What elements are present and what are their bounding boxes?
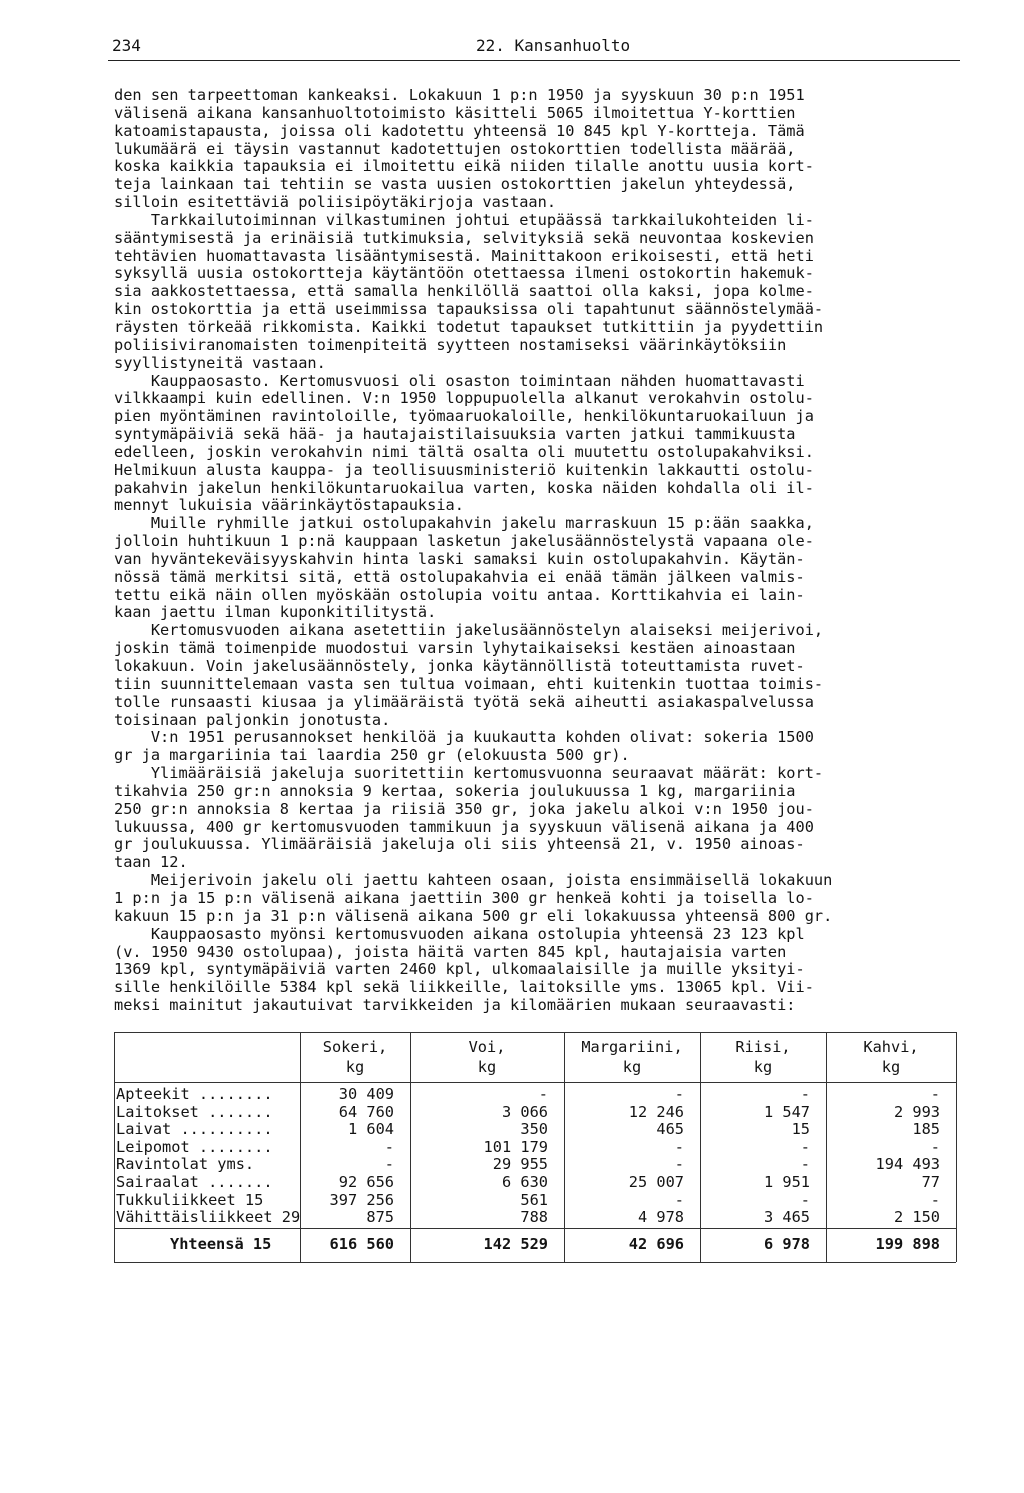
text-line: V:n 1951 perusannokset henkilöä ja kuukautta kohden olivat: sokeria 1500 xyxy=(114,728,814,747)
table-cell: - xyxy=(930,1137,940,1156)
table-cell: 1 604 xyxy=(347,1120,394,1139)
text-line: kakuun 15 p:n ja 31 p:n välisenä aikana 500 gr eli lokakuussa yhteensä 800 gr. xyxy=(114,906,833,925)
table-left-rule xyxy=(114,1032,115,1262)
row-label: Laivat .......... xyxy=(116,1120,273,1139)
text-line: gr ja margariinia tai laardia 250 gr (elokuusta 500 gr). xyxy=(114,746,630,765)
table-cell: 2 993 xyxy=(893,1102,940,1121)
text-line: 1 p:n ja 15 p:n välisenä aikana jaettiin 300 gr henkeä kohti ja toisella lo- xyxy=(114,888,814,907)
table-cell: 2 150 xyxy=(893,1208,940,1227)
text-line: lukumäärä ei täysin vastannut kadotettujen ostokorttien todellista määrää, xyxy=(114,139,796,158)
body-text xyxy=(114,87,964,1015)
column-unit: kg xyxy=(477,1058,497,1076)
column-header: Riisi, xyxy=(735,1038,791,1056)
text-line: vilkkaampi kuin edellinen. V:n 1950 loppupuolella alkanut verokahvin ostolu- xyxy=(114,389,814,408)
text-line: tolle runsaasti kiusaa ja ylimääräistä työtä sekä aiheutti asiakaspalvelussa xyxy=(114,692,814,711)
table-cell: 4 978 xyxy=(637,1208,684,1227)
table-cell: 77 xyxy=(921,1173,940,1191)
distribution-table xyxy=(114,1032,966,1338)
text-line: kin ostokorttia ja että useimmissa tapauksissa oli tapahtunut säännöstelymää- xyxy=(114,300,824,319)
text-line: lukuussa, 400 gr kertomusvuoden tammikuun ja syyskuun välisenä aikana ja 400 xyxy=(114,817,814,836)
table-top-rule xyxy=(114,1032,956,1033)
column-unit: kg xyxy=(881,1058,901,1076)
text-line: syyllistyneitä vastaan. xyxy=(114,353,326,372)
text-line: tehtävien huomattavasta lisääntymisestä. Mainittakoon erikoisesti, että heti xyxy=(114,246,814,265)
table-cell: - xyxy=(384,1155,394,1174)
table-cell: - xyxy=(674,1085,684,1103)
text-line: teja lainkaan tai tehtiin se vasta uusien ostokorttien jakelun yhteydessä, xyxy=(114,175,796,194)
column-unit: kg xyxy=(622,1058,642,1076)
header-rule xyxy=(108,60,960,61)
text-line: Tarkkailutoiminnan vilkastuminen johtui etupäässä tarkkailukohteiden li- xyxy=(114,210,814,229)
table-cell: 788 xyxy=(520,1208,548,1227)
text-line: mennyt lukuisia väärinkäytöstapauksia. xyxy=(114,496,464,515)
column-unit: kg xyxy=(345,1058,365,1076)
text-line: syksyllä uusia ostokortteja käytäntöön otettaessa ilmeni ostokortin hakemuk- xyxy=(114,264,814,283)
text-line: toisinaan paljonkin jonotusta. xyxy=(114,710,391,729)
table-cell: - xyxy=(930,1085,940,1103)
table-cell: - xyxy=(538,1085,548,1103)
table-right-rule xyxy=(956,1032,957,1262)
text-line: 250 gr:n annoksia 8 kertaa ja riisiä 350 gr, joka jakelu alkoi v:n 1950 jou- xyxy=(114,799,814,818)
column-unit: kg xyxy=(753,1058,773,1076)
text-line: joskin tämä toimenpide muodostui varsin lyhytaikaiseksi kestäen ainoastaan xyxy=(114,639,796,658)
column-header: Sokeri, xyxy=(322,1038,388,1056)
text-line: Meijerivoin jakelu oli jaettu kahteen osaan, joista ensimmäisellä lokakuun xyxy=(114,871,833,890)
table-cell: - xyxy=(674,1190,684,1209)
table-cell: 561 xyxy=(520,1190,548,1209)
text-line: edelleen, joskin verokahvin nimi tältä osalta oli muutettu ostolupakahviksi. xyxy=(114,442,814,461)
page-number: 234 xyxy=(112,36,141,55)
table-cell: - xyxy=(674,1155,684,1174)
row-label: Laitokset ....... xyxy=(116,1102,273,1121)
table-cell: - xyxy=(930,1190,940,1209)
row-label: Apteekit ........ xyxy=(116,1085,273,1103)
text-line: meksi mainitut jakautuivat tarvikkeiden ja kilomäärien mukaan seuraavasti: xyxy=(114,996,796,1015)
total-cell: 199 898 xyxy=(875,1235,940,1253)
table-cell: 15 xyxy=(791,1120,810,1139)
table-cell: 25 007 xyxy=(628,1173,684,1191)
table-cell: 3 066 xyxy=(501,1102,548,1121)
text-line: den sen tarpeettoman kankeaksi. Lokakuun 1 p:n 1950 ja syyskuun 30 p:n 1951 xyxy=(114,86,805,104)
table-cell: 194 493 xyxy=(875,1155,940,1174)
table-cell: 30 409 xyxy=(338,1085,394,1103)
text-line: poliisiviranomaisten toimenpiteitä syytteen nostamiseksi väärinkäytöksiin xyxy=(114,335,787,354)
total-cell: 6 978 xyxy=(763,1235,810,1253)
text-line: katoamistapausta, joissa oli kadotettu yhteensä 10 845 kpl Y-kortteja. Tämä xyxy=(114,121,805,140)
table-total-rule xyxy=(114,1228,956,1229)
text-line: 1369 kpl, syntymäpäiviä varten 2460 kpl, ulkomaalaisille ja muille yksityi- xyxy=(114,960,805,979)
text-line: Ylimääräisiä jakeluja suoritettiin kertomusvuonna seuraavat määrät: kort- xyxy=(114,764,824,783)
row-label: Sairaalat ....... xyxy=(116,1173,273,1191)
text-line: koska kaikkia tapauksia ei ilmoitettu eikä niiden tilalle anottu uusia kort- xyxy=(114,157,814,176)
total-label: Yhteensä 15 xyxy=(170,1235,272,1253)
row-label: Tukkuliikkeet 15 xyxy=(116,1190,264,1209)
column-header: Voi, xyxy=(468,1038,506,1056)
text-line: gr joulukuussa. Ylimääräisiä jakeluja oli siis yhteensä 21, v. 1950 ainoas- xyxy=(114,835,805,854)
column-header: Kahvi, xyxy=(863,1038,919,1056)
text-line: Kauppaosasto. Kertomusvuosi oli osaston toimintaan nähden huomattavasti xyxy=(114,371,805,390)
table-cell: 465 xyxy=(656,1120,684,1139)
table-cell: 350 xyxy=(520,1120,548,1139)
table-cell: 185 xyxy=(912,1120,940,1139)
total-cell: 616 560 xyxy=(329,1235,394,1253)
text-line: sille henkilöille 5384 kpl sekä liikkeille, laitoksille yms. 13065 kpl. Vii- xyxy=(114,978,814,997)
text-line: tettu eikä näin ollen myöskään ostolupia voitu antaa. Korttikahvia ei lain- xyxy=(114,585,805,604)
table-cell: - xyxy=(800,1190,810,1209)
table-cell: 397 256 xyxy=(329,1190,394,1209)
text-line: pakahvin jakelun henkilökuntaruokailua varten, koska näiden kohdalla oli il- xyxy=(114,478,814,497)
text-line: kaan jaettu ilman kuponkitilitystä. xyxy=(114,603,437,622)
table-cell: 1 951 xyxy=(763,1173,810,1191)
text-line: lokakuun. Voin jakelusäännöstely, jonka käytännöllistä toteuttamista ruvet- xyxy=(114,657,805,675)
table-cell: 1 547 xyxy=(763,1102,810,1121)
table-cell: 3 465 xyxy=(763,1208,810,1227)
table-cell: - xyxy=(800,1085,810,1103)
text-line: pien myöntäminen ravintoloille, työmaaruokaloille, henkilökuntaruokailuun ja xyxy=(114,407,814,426)
text-line: van hyväntekeväisyyskahvin hinta laski samaksi kuin ostolupakahvin. Käytän- xyxy=(114,549,805,568)
text-line: taan 12. xyxy=(114,853,188,872)
column-header: Margariini, xyxy=(581,1038,683,1056)
total-cell: 42 696 xyxy=(628,1235,684,1253)
text-line: Helmikuun alusta kauppa- ja teollisuusministeriö kuitenkin lakkautti ostolu- xyxy=(114,460,814,479)
table-cell: 64 760 xyxy=(338,1102,394,1121)
text-line: nössä tämä merkitsi sitä, että ostolupakahvia ei enää tämän jälkeen valmis- xyxy=(114,567,805,586)
text-line: sia aakkostettaessa, että samalla henkilöllä saattoi olla kaksi, jopa kolme- xyxy=(114,282,814,301)
table-cell: 101 179 xyxy=(483,1137,548,1156)
table-cell: 875 xyxy=(366,1208,394,1227)
text-line: tikahvia 250 gr:n annoksia 9 kertaa, sokeria joulukuussa 1 kg, margariinia xyxy=(114,781,796,800)
text-line: jolloin huhtikuun 1 p:nä kauppaan lasketun jakelusäännöstelystä vapaana ole- xyxy=(114,532,814,551)
table-cell: - xyxy=(674,1137,684,1156)
text-line: räysten törkeää rikkomista. Kaikki todetut tapaukset tutkittiin ja pyydettiin xyxy=(114,317,824,336)
text-line: silloin esitettäviä poliisipöytäkirjoja vastaan. xyxy=(114,193,557,212)
table-cell: 12 246 xyxy=(628,1102,684,1121)
text-line: tiin suunnittelemaan vasta sen tultua voimaan, ehti kuitenkin tuottaa toimis- xyxy=(114,674,824,693)
table-cell: 92 656 xyxy=(338,1173,394,1191)
table-header-rule xyxy=(114,1082,956,1083)
row-label: Vähittäisliikkeet 29 xyxy=(116,1208,301,1227)
text-line: (v. 1950 9430 ostolupaa), joista häitä varten 845 kpl, hautajaisia varten xyxy=(114,942,787,961)
table-cell: 6 630 xyxy=(501,1173,548,1191)
row-label: Ravintolat yms. xyxy=(116,1155,255,1174)
text-line: Muille ryhmille jatkui ostolupakahvin jakelu marraskuun 15 p:ään saakka, xyxy=(114,514,814,533)
text-line: Kauppaosasto myönsi kertomusvuoden aikana ostolupia yhteensä 23 123 kpl xyxy=(114,924,805,943)
table-cell: 29 955 xyxy=(492,1155,548,1174)
text-line: Kertomusvuoden aikana asetettiin jakelusäännöstelyn alaiseksi meijerivoi, xyxy=(114,621,824,640)
text-line: välisenä aikana kansanhuoltotoimisto käsitteli 5065 ilmoitettua Y-korttien xyxy=(114,103,796,122)
table-cell: - xyxy=(800,1137,810,1156)
table-cell: - xyxy=(384,1137,394,1156)
table-bottom-rule xyxy=(114,1262,956,1263)
running-head: 22. Kansanhuolto xyxy=(476,36,631,55)
text-line: sääntymisestä ja erinäisiä tutkimuksia, selvityksiä sekä neuvontaa koskevien xyxy=(114,228,814,247)
table-cell: - xyxy=(800,1155,810,1174)
text-line: syntymäpäiviä sekä hää- ja hautajaistilaisuuksia varten jatkui tammikuusta xyxy=(114,425,796,444)
total-cell: 142 529 xyxy=(483,1235,548,1253)
row-label: Leipomot ........ xyxy=(116,1137,273,1156)
